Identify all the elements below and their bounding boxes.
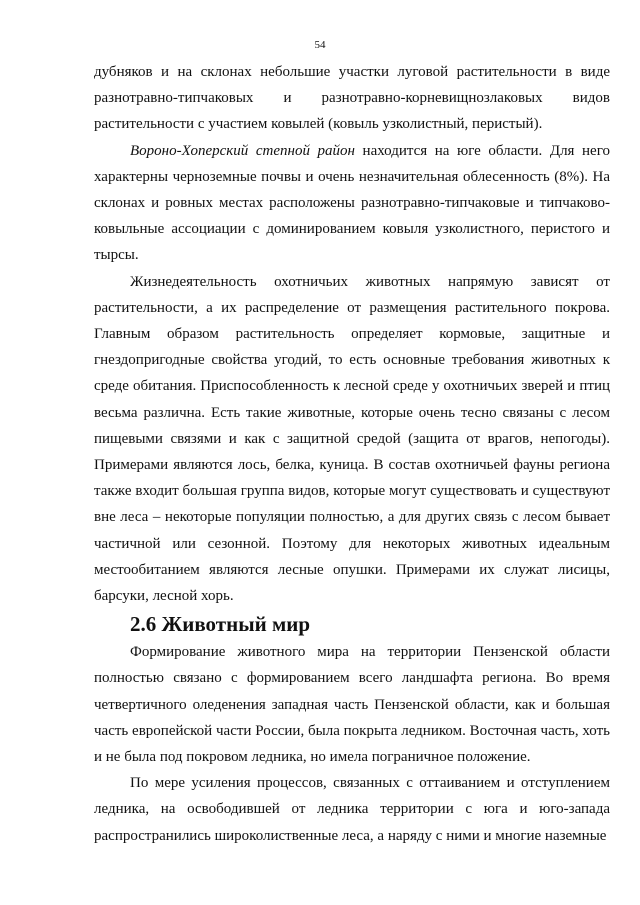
- paragraph-text: находится на юге области. Для него характерны черноземные почвы и очень незначительная облесенность (8%). На склонах и ровных местах расположены разнотравно-типчаковые и типчаково-ковыльные ассоциации с доминированием ковыля узколистного, перистого и тырсы.: [94, 142, 610, 264]
- paragraph: Жизнедеятельность охотничьих животных напрямую зависят от растительности, а их распределение от размещения растительного покрова. Главным образом растительность определяет кормовые, защитные и гнездопригодные свойства угодий, то есть основные требования животных к среде обитания. Приспособленность к лесной среде у охотничьих зверей и птиц весьма различна. Есть такие животные, которые очень тесно связаны с лесом пищевыми связями и как с защитной средой (защита от врагов, непогоды). Примерами являются лось, белка, куница. В состав охотничьей фауны региона также входит большая группа видов, которые могут существовать и существуют вне леса – некоторые популяции полностью, а для других связь с лесом бывает частичной или сезонной. Поэтому для некоторых животных идеальным местообитанием являются лесные опушки. Примерами их служат лисицы, барсуки, лесной хорь.: [94, 273, 610, 605]
- page-body: [94, 59, 610, 849]
- paragraph: [94, 138, 610, 269]
- paragraph: Формирование животного мира на территории Пензенской области полностью связано с формированием всего ландшафта региона. Во время четвертичного оледенения западная часть Пензенской области, как и большая часть европейской части России, была покрыта ледником. Восточная часть, хоть и не была под покровом ледника, но имела пограничное положение.: [94, 644, 610, 766]
- region-name-italic: Вороно-Хоперский степной район: [130, 142, 355, 159]
- section-heading: 2.6 Животный мир: [130, 612, 311, 637]
- paragraph: По мере усиления процессов, связанных с оттаиванием и отступлением ледника, на освободившей от ледника территории с юга и юго-запада распространились широколиственные леса, а наряду с ними и многие наземные: [94, 775, 610, 844]
- paragraph-line: разнотравно-типчаковых и разнотравно-корневищнозлаковых видов: [94, 90, 610, 107]
- paragraph-line: растительности с участием ковылей (ковыль узколистный, перистый).: [94, 116, 543, 133]
- page-number: 54: [314, 39, 326, 51]
- paragraph-line: дубняков и на склонах небольшие участки луговой растительности в виде: [94, 64, 610, 80]
